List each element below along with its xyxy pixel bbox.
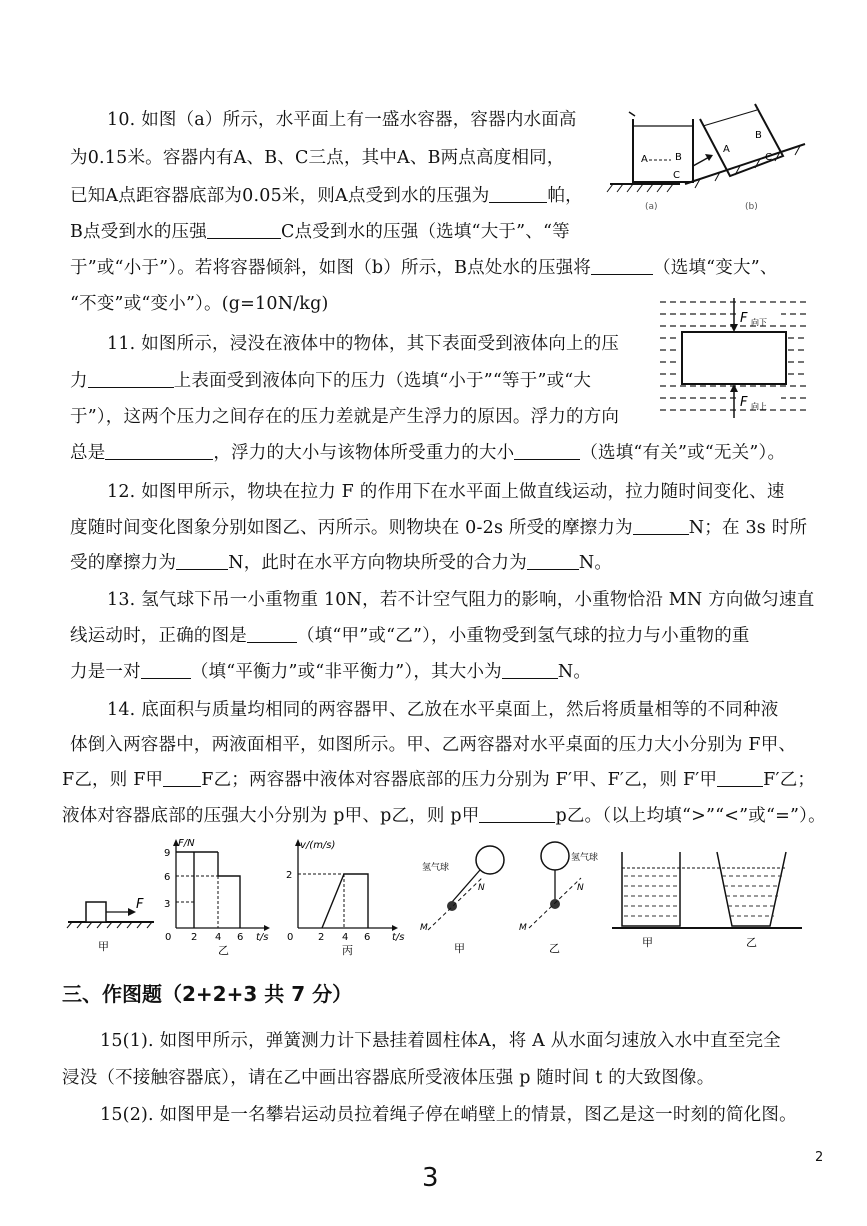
q11-line2: 力 上表面受到液体向下的压力（选填“小于”“等于”或“大 <box>70 371 592 391</box>
q12-line1: 12. 如图甲所示，物块在拉力 F 的作用下在水平面上做直线运动，拉力随时间变化、速 <box>107 482 785 502</box>
y-axis-label: F/N <box>178 838 195 849</box>
q15-line2: 浸没（不接触容器底），请在乙中画出容器底所受液体压强 p 随时间 t 的大致图像。 <box>62 1068 715 1088</box>
fig-block-on-surface <box>62 846 157 956</box>
q10-line5: 于”或“小于”）。若将容器倾斜，如图（b）所示，B点处水的压强将 （选填“变大”、 <box>70 258 778 278</box>
q14-line2: 体倒入两容器中，两液面相平，如图所示。甲、乙两容器对水平桌面的压力大小分别为 F甲、 <box>70 735 797 755</box>
fig-caption-yi: 乙 <box>746 936 757 949</box>
tick-6x: 6 <box>364 932 371 943</box>
fig-caption-yi: 乙 <box>218 944 229 957</box>
balloon-fig-jia <box>420 838 510 956</box>
fig-caption-jia: 甲 <box>454 942 465 955</box>
q12-line2: 度随时间变化图象分别如图乙、丙所示。则物块在 0-2s 所受的摩擦力为 N；在 3s 时所 <box>70 518 808 538</box>
answer-blank[interactable] <box>717 772 763 787</box>
answer-blank[interactable] <box>176 555 228 570</box>
answer-blank[interactable] <box>105 445 213 460</box>
q14-line3: F乙，则 F甲 F乙；两容器中液体对容器底部的压力分别为 F′甲、F′乙，则 F′甲 F′乙； <box>62 770 816 790</box>
answer-blank[interactable] <box>633 520 689 535</box>
q12-line3: 受的摩擦力为 N，此时在水平方向物块所受的合力为 N。 <box>70 553 613 573</box>
tick-3: 3 <box>164 899 171 910</box>
answer-blank[interactable] <box>88 373 174 388</box>
point-b-label: B <box>675 152 682 163</box>
y-axis-label: v/(m/s) <box>300 840 336 851</box>
fig-caption-bing: 丙 <box>342 944 353 957</box>
answer-blank[interactable] <box>207 224 281 239</box>
tick-0: 0 <box>287 932 294 943</box>
tick-6: 6 <box>164 872 171 883</box>
point-c-label: C <box>673 170 680 181</box>
force-down-label: F <box>740 311 748 326</box>
page-number: 3 <box>422 1163 439 1193</box>
tick-2: 2 <box>318 932 325 943</box>
q11-line3: 于”），这两个压力之间存在的压力差就是产生浮力的原因。浮力的方向 <box>70 407 620 427</box>
q14-line4: 液体对容器底部的压强大小分别为 p甲、p乙，则 p甲 p乙。（以上均填“>”“<”或“=”）。 <box>62 806 826 826</box>
force-up-sub: 向上 <box>751 402 767 411</box>
n-label: N <box>577 883 584 893</box>
section-title: 三、作图题（2+2+3 共 7 分） <box>62 982 353 1006</box>
tick-4: 4 <box>342 932 349 943</box>
q10-line2: 为0.15米。容器内有A、B、C三点，其中A、B两点高度相同， <box>70 148 565 168</box>
answer-blank[interactable] <box>163 772 201 787</box>
point-a-label: A <box>641 154 648 165</box>
q13-line1: 13. 氢气球下吊一小重物重 10N，若不计空气阻力的影响，小重物恰沿 MN 方向做匀速直 <box>107 590 815 610</box>
force-down-sub: 向下 <box>751 318 767 327</box>
answer-blank[interactable] <box>141 664 191 679</box>
tick-6x: 6 <box>237 932 244 943</box>
balloon-fig-yi <box>515 838 605 956</box>
q11-line4: 总是 ，浮力的大小与该物体所受重力的大小 （选填“有关”或“无关”）。 <box>70 443 786 463</box>
q11-immersed-block-figure <box>660 298 808 420</box>
q10-line6: “不变”或“变小”）。(g=10N/kg) <box>70 294 329 314</box>
fig-b-caption: (b) <box>745 202 758 212</box>
x-axis-label: t/s <box>256 932 269 943</box>
fig-caption-jia: 甲 <box>98 940 109 953</box>
answer-blank[interactable] <box>479 808 555 823</box>
q13-line3: 力是一对 （填“平衡力”或“非平衡力”），其大小为 N。 <box>70 662 592 682</box>
tick-v2: 2 <box>286 870 293 881</box>
answer-blank[interactable] <box>247 628 297 643</box>
force-time-graph <box>158 836 276 956</box>
point-b-label-b: B <box>755 130 762 141</box>
q10-line4: B点受到水的压强 C点受到水的压强（选填“大于”、“等 <box>70 222 570 242</box>
answer-blank[interactable] <box>514 445 580 460</box>
fig-caption-jia: 甲 <box>642 936 653 949</box>
fig-caption-yi: 乙 <box>549 942 560 955</box>
answer-blank[interactable] <box>489 188 547 203</box>
balloon-label: 氢气球 <box>571 853 599 863</box>
q15-line1: 15(1). 如图甲所示，弹簧测力计下悬挂着圆柱体A，将 A 从水面匀速放入水中直至完全 <box>100 1031 781 1051</box>
q13-line2: 线运动时，正确的图是 （填“甲”或“乙”），小重物受到氢气球的拉力与小重物的重 <box>70 626 750 646</box>
answer-blank[interactable] <box>527 555 579 570</box>
q10-line3: 已知A点距容器底部为0.05米，则A点受到水的压强为 帕， <box>70 186 583 206</box>
two-containers-figure <box>612 846 802 956</box>
answer-blank[interactable] <box>591 260 653 275</box>
q15-line3: 15(2). 如图甲是一名攀岩运动员拉着绳子停在峭壁上的情景，图乙是这一时刻的简化图。 <box>100 1105 797 1125</box>
q10-line1: 10. 如图（a）所示，水平面上有一盛水容器，容器内水面高 <box>107 110 577 130</box>
tick-9: 9 <box>164 848 171 859</box>
m-label: M <box>519 923 527 933</box>
q14-line1: 14. 底面积与质量均相同的两容器甲、乙放在水平桌面上，然后将质量相等的不同种液 <box>107 700 779 720</box>
velocity-time-graph <box>280 836 410 956</box>
q10-container-figure <box>605 104 810 210</box>
point-a-label-b: A <box>723 144 730 155</box>
force-up-label: F <box>740 395 748 410</box>
force-f-label: F <box>136 897 144 912</box>
corner-number: 2 <box>815 1150 824 1165</box>
q11-line1: 11. 如图所示，浸没在液体中的物体，其下表面受到液体向上的压 <box>107 334 620 354</box>
tick-4: 4 <box>215 932 222 943</box>
fig-a-caption: (a) <box>645 202 658 212</box>
tick-0: 0 <box>165 932 172 943</box>
x-axis-label: t/s <box>392 932 405 943</box>
answer-blank[interactable] <box>502 664 558 679</box>
point-c-label-b: C <box>765 152 772 163</box>
n-label: N <box>478 883 485 893</box>
m-label: M <box>420 923 428 933</box>
balloon-label: 氢气球 <box>422 863 450 873</box>
tick-2: 2 <box>191 932 198 943</box>
